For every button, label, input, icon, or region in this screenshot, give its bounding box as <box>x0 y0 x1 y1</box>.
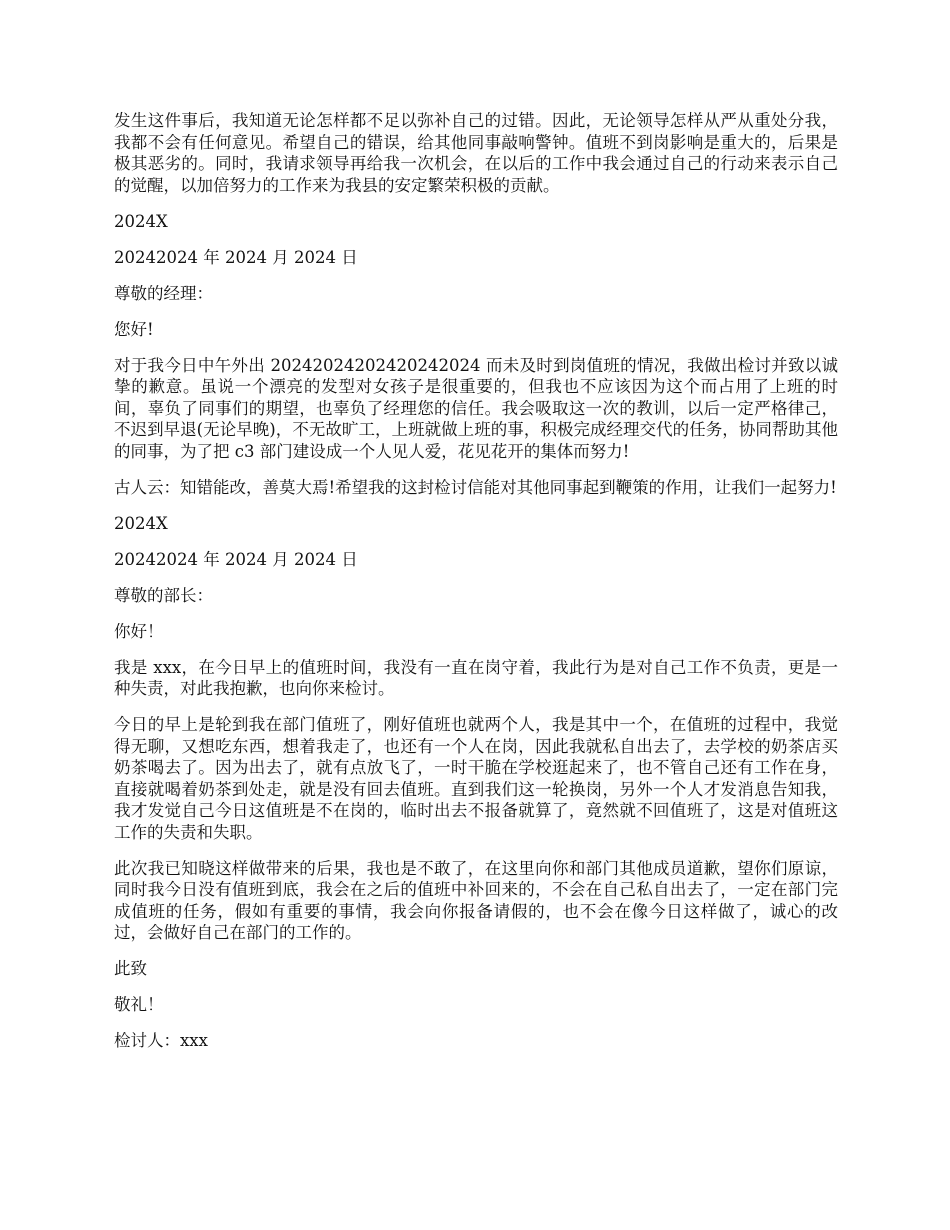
closing-regards: 此致 <box>114 959 147 978</box>
salutation-minister: 尊敬的部长： <box>114 585 213 605</box>
date-line-2: 20242024 年 2024 月 2024 日 <box>114 549 358 569</box>
paragraph-resolution: 此次我已知晓这样做带来的后果，我也是不敢了，在这里向你和部门其他成员道歉，望你们原谅，同时我今日没有值班到底，我会在之后的值班中补回来的，不会在自己私自出去了，一定在部门完成值班的任务，假如有重要的事情，我会向你报备请假的，也不会在像今日这样做了，诚心的改过，会做好自己在部门的工作的。 <box>114 858 838 942</box>
paragraph-self-intro: 我是 xxx，在今日早上的值班时间，我没有一直在岗守着，我此行为是对自己工作不负责，更是一种失责，对此我抱歉，也向你来检讨。 <box>114 657 838 698</box>
salutation-manager: 尊敬的经理： <box>114 283 213 303</box>
paragraph-intro: 发生这件事后，我知道无论怎样都不足以弥补自己的过错。因此，无论领导怎样从严从重处分我，我都不会有任何意见。希望自己的错误，给其他同事敲响警钟。值班不到岗影响是重大的，后果是极其恶劣的。同时，我请求领导再给我一次机会，在以后的工作中我会通过自己的行动来表示自己的觉醒，以加倍努力的工作来为我县的安定繁荣积极的贡献。 <box>114 111 838 195</box>
date-header-2: 2024X <box>114 513 168 533</box>
document-page <box>114 110 838 1066</box>
greeting-1: 您好! <box>114 319 154 339</box>
paragraph-incident: 今日的早上是轮到我在部门值班了，刚好值班也就两个人，我是其中一个，在值班的过程中，我觉得无聊，又想吃东西，想着我走了，也还有一个人在岗，因此我就私自出去了，去学校的奶茶店买奶茶喝去了。因为出去了，就有点放飞了，一时干脆在学校逛起来了，也不管自己还有工作在身，直接就喝着奶茶到处走，就是没有回去值班。直到我们这一轮换岗，另外一个人才发消息告知我，我才发觉自己今日这值班是不在岗的，临时出去不报备就算了，竟然就不回值班了，这是对值班这工作的失责和失职。 <box>114 715 838 842</box>
paragraph-apology-manager: 对于我今日中午外出 20242024202420242024 而未及时到岗值班的情况，我做出检讨并致以诚挚的歉意。虽说一个漂亮的发型对女孩子是很重要的，但我也不应该因为这个而占用了上班的时间，辜负了同事们的期望，也辜负了经理您的信任。我会吸取这一次的教训，以后一定严格律己，不迟到早退(无论早晚)，不无故旷工，上班就做上班的事，积极完成经理交代的任务，协同帮助其他的同事，为了把 c3 部门建设成一个人见人爱，花见花开的集体而努力! <box>114 355 838 461</box>
greeting-2: 你好！ <box>114 621 164 641</box>
paragraph-proverb: 古人云：知错能改，善莫大焉!希望我的这封检讨信能对其他同事起到鞭策的作用，让我们一起努力! <box>114 477 837 497</box>
closing-salute: 敬礼！ <box>114 995 164 1014</box>
date-line-1: 20242024 年 2024 月 2024 日 <box>114 247 358 267</box>
signature-line: 检讨人：xxx <box>114 1031 208 1050</box>
date-header-1: 2024X <box>114 211 168 231</box>
